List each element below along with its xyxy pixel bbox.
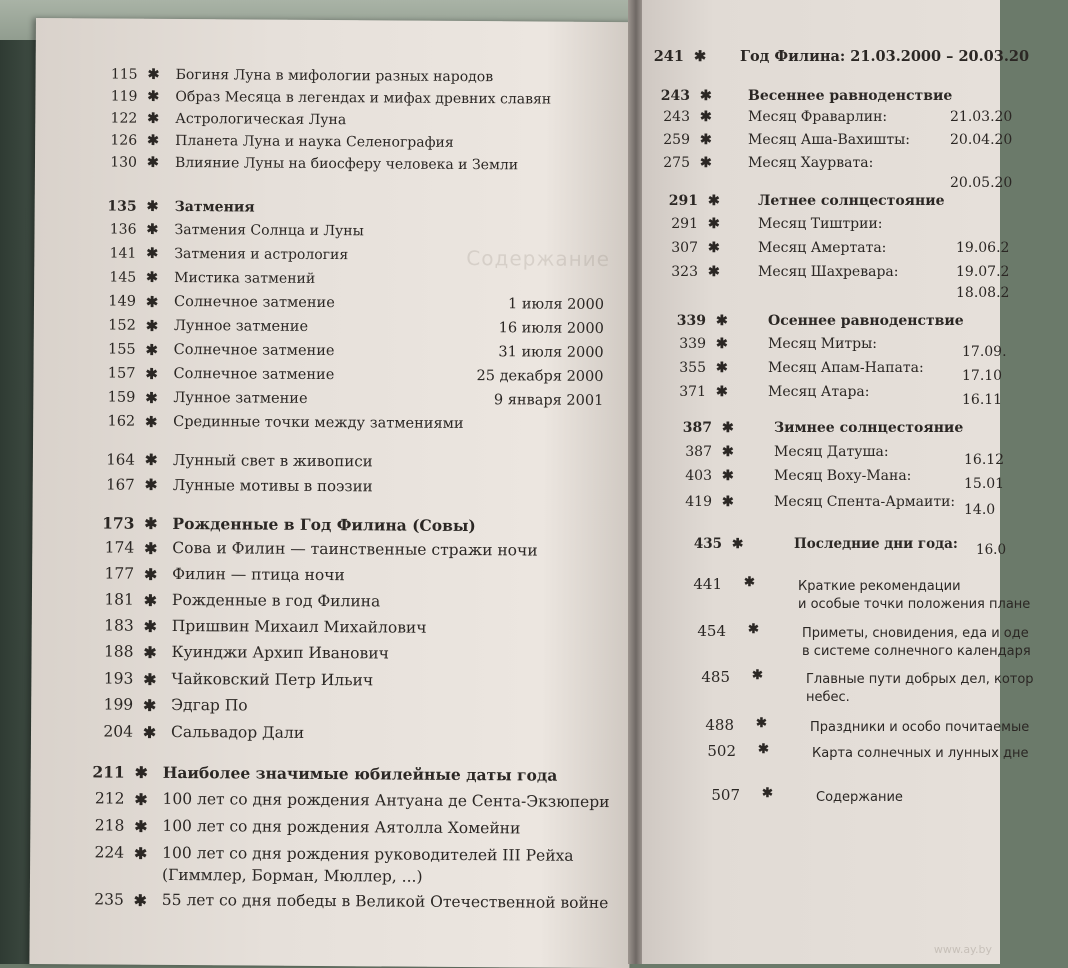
bullet-star-icon: ✱ bbox=[748, 622, 759, 637]
page-number: 454 bbox=[697, 622, 726, 640]
page-number: 485 bbox=[701, 668, 730, 686]
page-number: 387 bbox=[685, 444, 712, 460]
bullet-star-icon: ✱ bbox=[143, 642, 157, 662]
bullet-star-icon: ✱ bbox=[145, 317, 159, 335]
bullet-star-icon: ✱ bbox=[708, 264, 720, 280]
entry-title: Месяц Датуша: bbox=[774, 444, 889, 460]
toc-section-heading bbox=[82, 513, 622, 539]
page-number: 167 bbox=[106, 475, 135, 494]
page-number: 241 bbox=[653, 48, 684, 65]
page-number: 174 bbox=[104, 538, 135, 557]
entry-title: Рожденные в год Филина bbox=[171, 590, 381, 611]
bullet-star-icon: ✱ bbox=[146, 269, 158, 286]
entry-title: Краткие рекомендации bbox=[798, 579, 961, 594]
entry-date: 14.0 bbox=[964, 502, 996, 518]
page-number: 419 bbox=[685, 494, 712, 510]
page-number: 441 bbox=[693, 575, 722, 593]
page-number: 275 bbox=[663, 155, 690, 171]
entry-title: Влияние Луны на биосферу человека и Земли bbox=[174, 154, 519, 174]
bullet-star-icon: ✱ bbox=[694, 48, 707, 65]
entry-date: 15.01 bbox=[964, 476, 1005, 492]
entry-title: Месяц Тиштрии: bbox=[758, 216, 883, 232]
entry-title-continuation: и особые точки положения плане bbox=[798, 597, 1031, 612]
toc-section-heading bbox=[638, 88, 1018, 108]
entry-title: Месяц Воху-Мана: bbox=[774, 468, 912, 484]
entry-title: Затмения и астрология bbox=[174, 245, 349, 264]
section-title: Год Филина: 21.03.2000 – 20.03.20 bbox=[740, 48, 1030, 65]
entry-title: Мистика затмений bbox=[174, 269, 316, 287]
page-number: 157 bbox=[107, 365, 136, 382]
entry-title: Сальвадор Дали bbox=[170, 722, 305, 742]
page-number: 164 bbox=[106, 450, 135, 469]
bullet-star-icon: ✱ bbox=[134, 762, 148, 782]
toc-entry bbox=[85, 110, 605, 134]
toc-entry bbox=[84, 269, 604, 293]
toc-entry bbox=[654, 360, 1034, 384]
entry-title: Приметы, сновидения, еда и оде bbox=[802, 626, 1029, 641]
bullet-star-icon: ✱ bbox=[144, 538, 158, 558]
entry-date: 9 января 2001 bbox=[493, 392, 604, 409]
toc-entry bbox=[84, 293, 604, 317]
right-page bbox=[642, 0, 1034, 964]
entry-title: Праздники и особо почитаемые bbox=[810, 720, 1030, 735]
bullet-star-icon: ✱ bbox=[762, 786, 773, 801]
toc-entry bbox=[86, 66, 606, 90]
entry-title: Чайковский Петр Ильич bbox=[171, 669, 374, 690]
page-number: 181 bbox=[104, 590, 135, 609]
section-title: Последние дни года: bbox=[794, 536, 958, 552]
toc-section-heading bbox=[85, 198, 605, 222]
entry-date: 17.10 bbox=[962, 368, 1003, 384]
toc-entry bbox=[84, 245, 604, 269]
page-number: 291 bbox=[668, 193, 698, 209]
toc-entry bbox=[646, 264, 1026, 284]
page-number: 122 bbox=[110, 110, 138, 127]
page-number: 291 bbox=[671, 216, 698, 232]
page-number: 339 bbox=[679, 336, 706, 352]
toc-section-heading bbox=[654, 313, 1034, 333]
bullet-star-icon: ✱ bbox=[145, 341, 158, 359]
bullet-star-icon: ✱ bbox=[700, 132, 712, 148]
toc-entry bbox=[678, 668, 1058, 708]
bullet-star-icon: ✱ bbox=[744, 575, 755, 590]
toc-entry bbox=[84, 221, 604, 245]
page-number: 307 bbox=[671, 240, 698, 256]
toc-section-heading bbox=[646, 193, 1026, 213]
bullet-star-icon: ✱ bbox=[134, 843, 148, 863]
page-number: 183 bbox=[104, 616, 134, 635]
bullet-star-icon: ✱ bbox=[144, 475, 158, 494]
toc-entry bbox=[72, 789, 632, 815]
entry-title: Планета Луна и наука Селенография bbox=[175, 132, 454, 151]
page-number: 243 bbox=[663, 109, 690, 125]
entry-date: 16.11 bbox=[962, 392, 1003, 408]
bullet-star-icon: ✱ bbox=[144, 450, 158, 469]
bullet-star-icon: ✱ bbox=[716, 336, 728, 352]
bullet-star-icon: ✱ bbox=[722, 444, 734, 460]
toc-entry bbox=[83, 450, 603, 476]
page-number: 224 bbox=[94, 843, 125, 862]
page-number: 188 bbox=[103, 642, 134, 661]
toc-entry bbox=[84, 341, 604, 365]
page-number: 212 bbox=[94, 789, 125, 808]
page-number: 235 bbox=[94, 890, 124, 909]
entry-date: 19.07.2 bbox=[956, 264, 1010, 280]
toc-entry bbox=[646, 240, 1026, 260]
entry-title: Сова и Филин — таинственные стражи ночи bbox=[172, 538, 538, 560]
entry-title-continuation: в системе солнечного календаря bbox=[802, 644, 1031, 659]
bullet-star-icon: ✱ bbox=[716, 360, 728, 376]
bullet-star-icon: ✱ bbox=[146, 154, 159, 171]
entry-title: 100 лет со дня рождения руководителей III Рейха bbox=[162, 843, 574, 865]
entry-title-continuation: небес. bbox=[806, 690, 850, 705]
toc-entry bbox=[84, 317, 604, 341]
page-number: 173 bbox=[102, 513, 135, 533]
bullet-star-icon: ✱ bbox=[146, 221, 159, 238]
entry-title: Месяц Митры: bbox=[768, 336, 877, 352]
page-number: 159 bbox=[107, 389, 136, 406]
bleed-through-text: Содержание bbox=[466, 246, 611, 272]
bullet-star-icon: ✱ bbox=[145, 365, 158, 383]
bullet-star-icon: ✱ bbox=[147, 132, 159, 149]
entry-title: Солнечное затмение bbox=[173, 293, 335, 312]
entry-title: Месяц Атара: bbox=[768, 384, 870, 400]
entry-title: 100 лет со дня рождения Антуана де Сента-Экзюпери bbox=[162, 789, 610, 812]
toc-entry bbox=[83, 365, 603, 389]
entry-title: Месяц Амертата: bbox=[758, 240, 887, 256]
bullet-star-icon: ✱ bbox=[700, 88, 712, 104]
bullet-star-icon: ✱ bbox=[145, 389, 158, 407]
page-number: 204 bbox=[103, 722, 134, 741]
bullet-star-icon: ✱ bbox=[756, 716, 767, 731]
bullet-star-icon: ✱ bbox=[143, 695, 157, 715]
bullet-star-icon: ✱ bbox=[752, 668, 763, 683]
bullet-star-icon: ✱ bbox=[134, 816, 148, 836]
entry-title: Лунное затмение bbox=[173, 317, 309, 335]
page-number: 259 bbox=[663, 132, 690, 148]
toc-entry bbox=[85, 88, 605, 112]
entry-title: Главные пути добрых дел, котор bbox=[806, 672, 1034, 687]
page-number: 403 bbox=[685, 468, 712, 484]
section-title: Наиболее значимые юбилейные даты года bbox=[162, 762, 558, 785]
entry-title: Образ Месяца в легендах и мифах древних славян bbox=[175, 88, 552, 108]
section-title: Весеннее равноденствие bbox=[748, 88, 953, 104]
toc-entry bbox=[688, 786, 1068, 806]
toc-entry bbox=[72, 843, 632, 893]
entry-title: Карта солнечных и лунных дне bbox=[812, 746, 1029, 761]
bullet-star-icon: ✱ bbox=[142, 722, 157, 742]
bullet-star-icon: ✱ bbox=[722, 468, 734, 484]
bullet-star-icon: ✱ bbox=[146, 198, 159, 215]
page-number: 243 bbox=[660, 88, 690, 104]
bullet-star-icon: ✱ bbox=[700, 109, 712, 125]
page-number: 145 bbox=[109, 269, 137, 286]
entry-title: Эдгар По bbox=[171, 695, 248, 715]
section-title: Летнее солнцестояние bbox=[758, 193, 945, 209]
bullet-star-icon: ✱ bbox=[146, 245, 159, 262]
toc-entry bbox=[646, 216, 1026, 236]
page-number: 155 bbox=[107, 341, 136, 358]
toc-entry bbox=[83, 475, 603, 501]
entry-title: 55 лет со дня победы в Великой Отечественной войне bbox=[161, 890, 609, 913]
bullet-star-icon: ✱ bbox=[716, 384, 728, 400]
toc-entry bbox=[654, 336, 1034, 360]
toc-entry bbox=[654, 384, 1034, 408]
toc-entry bbox=[638, 132, 1018, 152]
page-number: 152 bbox=[108, 317, 136, 334]
page-number: 115 bbox=[110, 66, 138, 83]
entry-title: Пришвин Михаил Михайлович bbox=[171, 616, 427, 637]
section-title: Рожденные в Год Филина (Совы) bbox=[172, 513, 476, 536]
bullet-star-icon: ✱ bbox=[145, 293, 159, 311]
toc-entry bbox=[83, 389, 603, 413]
bullet-star-icon: ✱ bbox=[722, 494, 734, 510]
bullet-star-icon: ✱ bbox=[145, 413, 158, 431]
entry-title: Месяц Аша-Вахишты: bbox=[748, 132, 910, 148]
bullet-star-icon: ✱ bbox=[700, 155, 712, 171]
section-title: Осеннее равноденствие bbox=[768, 313, 964, 329]
toc-entry bbox=[674, 622, 1054, 662]
page-number: 135 bbox=[107, 198, 137, 215]
page-number: 502 bbox=[707, 742, 736, 760]
entry-title: Солнечное затмение bbox=[173, 365, 335, 384]
toc-section-heading bbox=[670, 536, 1050, 556]
entry-title: Лунное затмение bbox=[173, 389, 308, 407]
toc-entry bbox=[660, 468, 1040, 492]
page-number: 199 bbox=[103, 695, 134, 714]
bullet-star-icon: ✱ bbox=[758, 742, 769, 757]
entry-title: Срединные точки между затмениями bbox=[173, 413, 464, 432]
entry-date: 16.0 bbox=[976, 542, 1007, 558]
entry-title: Месяц Фраварлин: bbox=[748, 109, 888, 125]
entry-date: 25 декабря 2000 bbox=[476, 368, 604, 385]
bullet-star-icon: ✱ bbox=[147, 66, 160, 83]
entry-title: Лунные мотивы в поэзии bbox=[172, 475, 373, 496]
entry-title: Астрологическая Луна bbox=[175, 110, 347, 129]
entry-title: Затмения Солнца и Луны bbox=[174, 221, 364, 240]
bullet-star-icon: ✱ bbox=[134, 789, 148, 809]
bullet-star-icon: ✱ bbox=[133, 890, 147, 910]
page-number: 162 bbox=[107, 413, 136, 430]
toc-entry bbox=[660, 444, 1040, 468]
bullet-star-icon: ✱ bbox=[144, 513, 158, 533]
bullet-star-icon: ✱ bbox=[708, 193, 720, 209]
page-number: 218 bbox=[94, 816, 125, 835]
entry-title: Куинджи Архип Иванович bbox=[171, 642, 389, 663]
entry-title: Месяц Спента-Армаити: bbox=[774, 494, 956, 510]
section-title: Зимнее солнцестояние bbox=[774, 420, 964, 436]
page-number: 371 bbox=[679, 384, 706, 400]
toc-entry bbox=[81, 722, 621, 748]
entry-title: Солнечное затмение bbox=[173, 341, 335, 360]
page-number: 141 bbox=[109, 245, 137, 262]
entry-date: 21.03.20 bbox=[950, 109, 1013, 125]
page-number: 488 bbox=[705, 716, 734, 734]
entry-title-continuation: (Гиммлер, Борман, Мюллер, ...) bbox=[161, 865, 423, 886]
toc-entry bbox=[82, 538, 622, 564]
bullet-star-icon: ✱ bbox=[708, 216, 720, 232]
bullet-star-icon: ✱ bbox=[143, 669, 157, 689]
toc-entry bbox=[684, 742, 1064, 762]
toc-section-heading bbox=[660, 420, 1040, 440]
entry-date: 1 июля 2000 bbox=[507, 296, 605, 313]
toc-entry bbox=[670, 575, 1050, 615]
watermark-text: www.ay.by bbox=[933, 943, 992, 956]
page-number: 211 bbox=[92, 762, 125, 782]
toc-entry bbox=[682, 716, 1062, 736]
toc-entry bbox=[81, 669, 621, 695]
page-number: 355 bbox=[679, 360, 706, 376]
page-number: 193 bbox=[103, 669, 134, 688]
toc-section-heading bbox=[73, 762, 633, 788]
entry-title: Филин — птица ночи bbox=[172, 564, 345, 585]
page-number: 387 bbox=[682, 420, 712, 436]
toc-entry bbox=[85, 154, 605, 178]
page-number: 149 bbox=[108, 293, 137, 310]
toc-entry bbox=[660, 494, 1040, 518]
toc-entry bbox=[638, 109, 1018, 129]
page-number: 507 bbox=[711, 786, 740, 804]
section-title: Затмения bbox=[174, 198, 255, 216]
toc-entry bbox=[82, 564, 622, 590]
entry-title: Месяц Шахревара: bbox=[758, 264, 899, 280]
bullet-star-icon: ✱ bbox=[143, 590, 158, 610]
page-number: 435 bbox=[693, 536, 722, 552]
bullet-star-icon: ✱ bbox=[722, 420, 734, 436]
toc-entry bbox=[82, 616, 622, 642]
entry-title: Богиня Луна в мифологии разных народов bbox=[175, 66, 494, 86]
page-number: 130 bbox=[110, 154, 138, 171]
entry-date: 18.08.2 bbox=[956, 285, 1010, 301]
toc-entry bbox=[82, 590, 622, 616]
bullet-star-icon: ✱ bbox=[147, 88, 160, 105]
bullet-star-icon: ✱ bbox=[732, 536, 744, 552]
toc-entry bbox=[83, 413, 603, 437]
entry-date: 19.06.2 bbox=[956, 240, 1010, 256]
page-number: 177 bbox=[104, 564, 135, 583]
toc-entry bbox=[638, 155, 1018, 191]
bullet-star-icon: ✱ bbox=[716, 313, 728, 329]
toc-entry bbox=[72, 890, 652, 916]
entry-date: 16.12 bbox=[964, 452, 1005, 468]
toc-section-heading bbox=[632, 48, 1030, 70]
page-number: 126 bbox=[110, 132, 138, 149]
entry-date: 17.09. bbox=[962, 344, 1007, 360]
entry-title: Месяц Апам-Напата: bbox=[768, 360, 924, 376]
toc-entry bbox=[646, 285, 1026, 305]
bullet-star-icon: ✱ bbox=[144, 564, 158, 584]
page-number: 119 bbox=[110, 88, 138, 105]
entry-title: Лунный свет в живописи bbox=[172, 450, 373, 471]
entry-date: 16 июля 2000 bbox=[498, 320, 604, 337]
bullet-star-icon: ✱ bbox=[143, 616, 157, 636]
entry-title: Содержание bbox=[816, 790, 903, 805]
bullet-star-icon: ✱ bbox=[147, 110, 160, 127]
toc-entry bbox=[81, 695, 621, 721]
page-number: 136 bbox=[109, 221, 137, 238]
bullet-star-icon: ✱ bbox=[708, 240, 720, 256]
toc-entry bbox=[81, 642, 621, 668]
toc-entry bbox=[72, 816, 632, 842]
page-number: 323 bbox=[671, 264, 698, 280]
entry-date: 20.04.20 bbox=[950, 132, 1013, 148]
toc-entry bbox=[85, 132, 605, 156]
entry-title: 100 лет со дня рождения Аятолла Хомейни bbox=[162, 816, 521, 838]
entry-date: 31 июля 2000 bbox=[498, 344, 604, 361]
left-page bbox=[29, 18, 636, 968]
entry-title: Месяц Хаурвата: bbox=[748, 155, 874, 171]
entry-date: 20.05.20 bbox=[950, 175, 1013, 191]
page-number: 339 bbox=[676, 313, 706, 329]
